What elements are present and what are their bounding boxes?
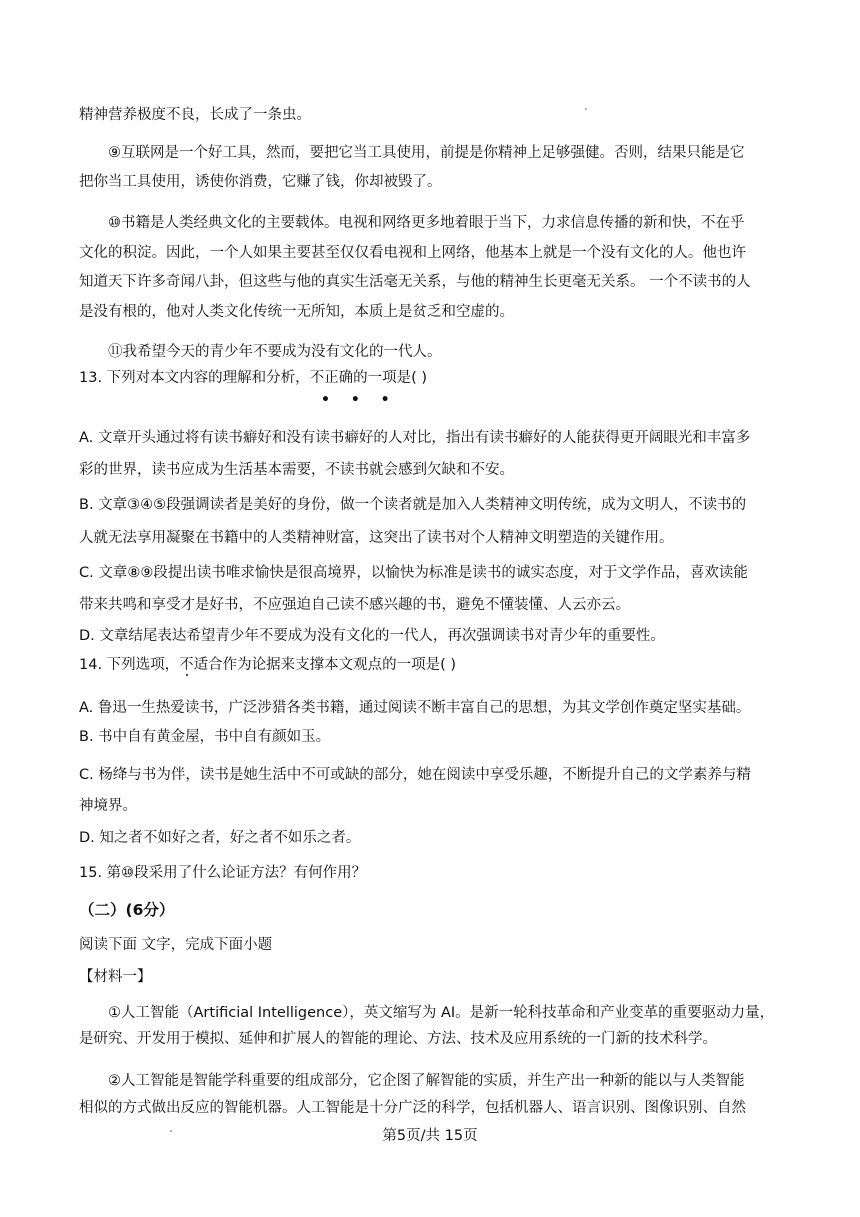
q14-stem-prefix: 14. 下列选项，: [79, 657, 180, 673]
q14-option-c: C. 杨绛与书为伴，读书是她生活中不可或缺的部分，她在阅读中享受乐趣，不断提升自己的文学素养与精: [79, 767, 751, 783]
scan-speck: [585, 108, 587, 110]
q14-stem-suffix: 适合作为论据来支撑本文观点的一项是( ): [193, 657, 457, 673]
q13-option-b-cont: 人就无法享用凝聚在书籍中的人类精神财富，这突出了读书对个人精神文明塑造的关键作用。: [79, 530, 674, 546]
section-heading: （二）(6分）: [79, 901, 175, 919]
q14-emphasized-char: 不: [179, 657, 194, 673]
paragraph-9-line: ⑨互联网是一个好工具，然而，要把它当工具使用，前提是你精神上足够强健。否则，结果只能是它: [108, 145, 745, 161]
q13-option-c: C. 文章⑧⑨段提出读书唯求愉快是很高境界，以愉快为标准是读书的诚实态度，对于文学作品，喜欢读能: [79, 565, 748, 581]
question-14-stem: [79, 654, 456, 676]
q14-option-c-cont: 神境界。: [79, 798, 137, 814]
material-paragraph-2-cont: 相似的方式做出反应的智能机器。人工智能是十分广泛的科学，包括机器人、语言识别、图像识别、自然: [79, 1100, 746, 1116]
question-15: 15. 第⑩段采用了什么论证方法？有何作用？: [79, 865, 367, 881]
q14-option-d: D. 知之者不如好之者，好之者不如乐之者。: [79, 830, 361, 846]
reading-instruction: 阅读下面 文字，完成下面小题: [79, 937, 273, 953]
paragraph-10-line: 知道天下许多奇闻八卦，但这些与他的真实生活毫无关系，与他的精神生长更毫无关系。 一个不读书的人: [79, 274, 751, 290]
material-paragraph-1-cont: 是研究、开发用于模拟、延伸和扩展人的智能的理论、方法、技术及应用系统的一门新的技术科学。: [79, 1031, 717, 1047]
paragraph-9-line: 把你当工具使用，诱使你消费，它赚了钱，你却被毁了。: [79, 174, 442, 190]
paragraph-10-line: ⑩书籍是人类经典文化的主要载体。电视和网络更多地着眼于当下，力求信息传播的新和快，不在乎: [108, 215, 745, 231]
q13-option-a: A. 文章开头通过将有读书癖好和没有读书癖好的人对比，指出有读书癖好的人能获得更开阔眼光和丰富多: [79, 430, 751, 446]
q13-option-d: D. 文章结尾表达希望青少年不要成为没有文化的一代人，再次强调读书对青少年的重要性。: [79, 628, 665, 644]
q14-option-b: B. 书中自有黄金屋，书中自有颜如玉。: [79, 729, 331, 745]
material-one-label: 【材料一】: [79, 969, 152, 985]
paragraph-10-line: 文化的积淀。因此，一个人如果主要甚至仅仅看电视和上网络，他基本上就是一个没有文化的人。他也许: [79, 245, 746, 261]
material-paragraph-2: ②人工智能是智能学科重要的组成部分，它企图了解智能的实质，并生产出一种新的能以与人类智能: [108, 1073, 745, 1089]
q13-option-b: B. 文章③④⑤段强调读者是美好的身份，做一个读者就是加入人类精神文明传统，成为文明人，不读书的: [79, 497, 747, 513]
text-line: 精神营养极度不良，长成了一条虫。: [79, 107, 311, 123]
emphasis-dots: • • •: [321, 392, 398, 408]
q13-option-c-cont: 带来共鸣和享受才是好书，不应强迫自己读不感兴趣的书，避免不懂装懂、人云亦云。: [79, 597, 630, 613]
q14-option-a: A. 鲁迅一生热爱读书，广泛涉猎各类书籍，通过阅读不断丰富自己的思想，为其文学创作奠定坚实基础。: [79, 700, 751, 716]
q13-option-a-cont: 彩的世界，读书应成为生活基本需要，不读书就会感到欠缺和不安。: [79, 462, 514, 478]
page-number: 第5页/共 15页: [382, 1128, 478, 1144]
question-13-stem: 13. 下列对本文内容的理解和分析，不正确的一项是( ): [79, 370, 428, 386]
paragraph-11-line: ⑪我希望今天的青少年不要成为没有文化的一代人。: [108, 344, 442, 360]
paragraph-10-line: 是没有根的，他对人类文化传统一无所知，本质上是贫乏和空虚的。: [79, 304, 514, 320]
material-paragraph-1: ①人工智能（Artificial Intelligence），英文缩写为 AI。是新一轮科技革命和产业变革的重要驱动力量，: [108, 1005, 775, 1021]
